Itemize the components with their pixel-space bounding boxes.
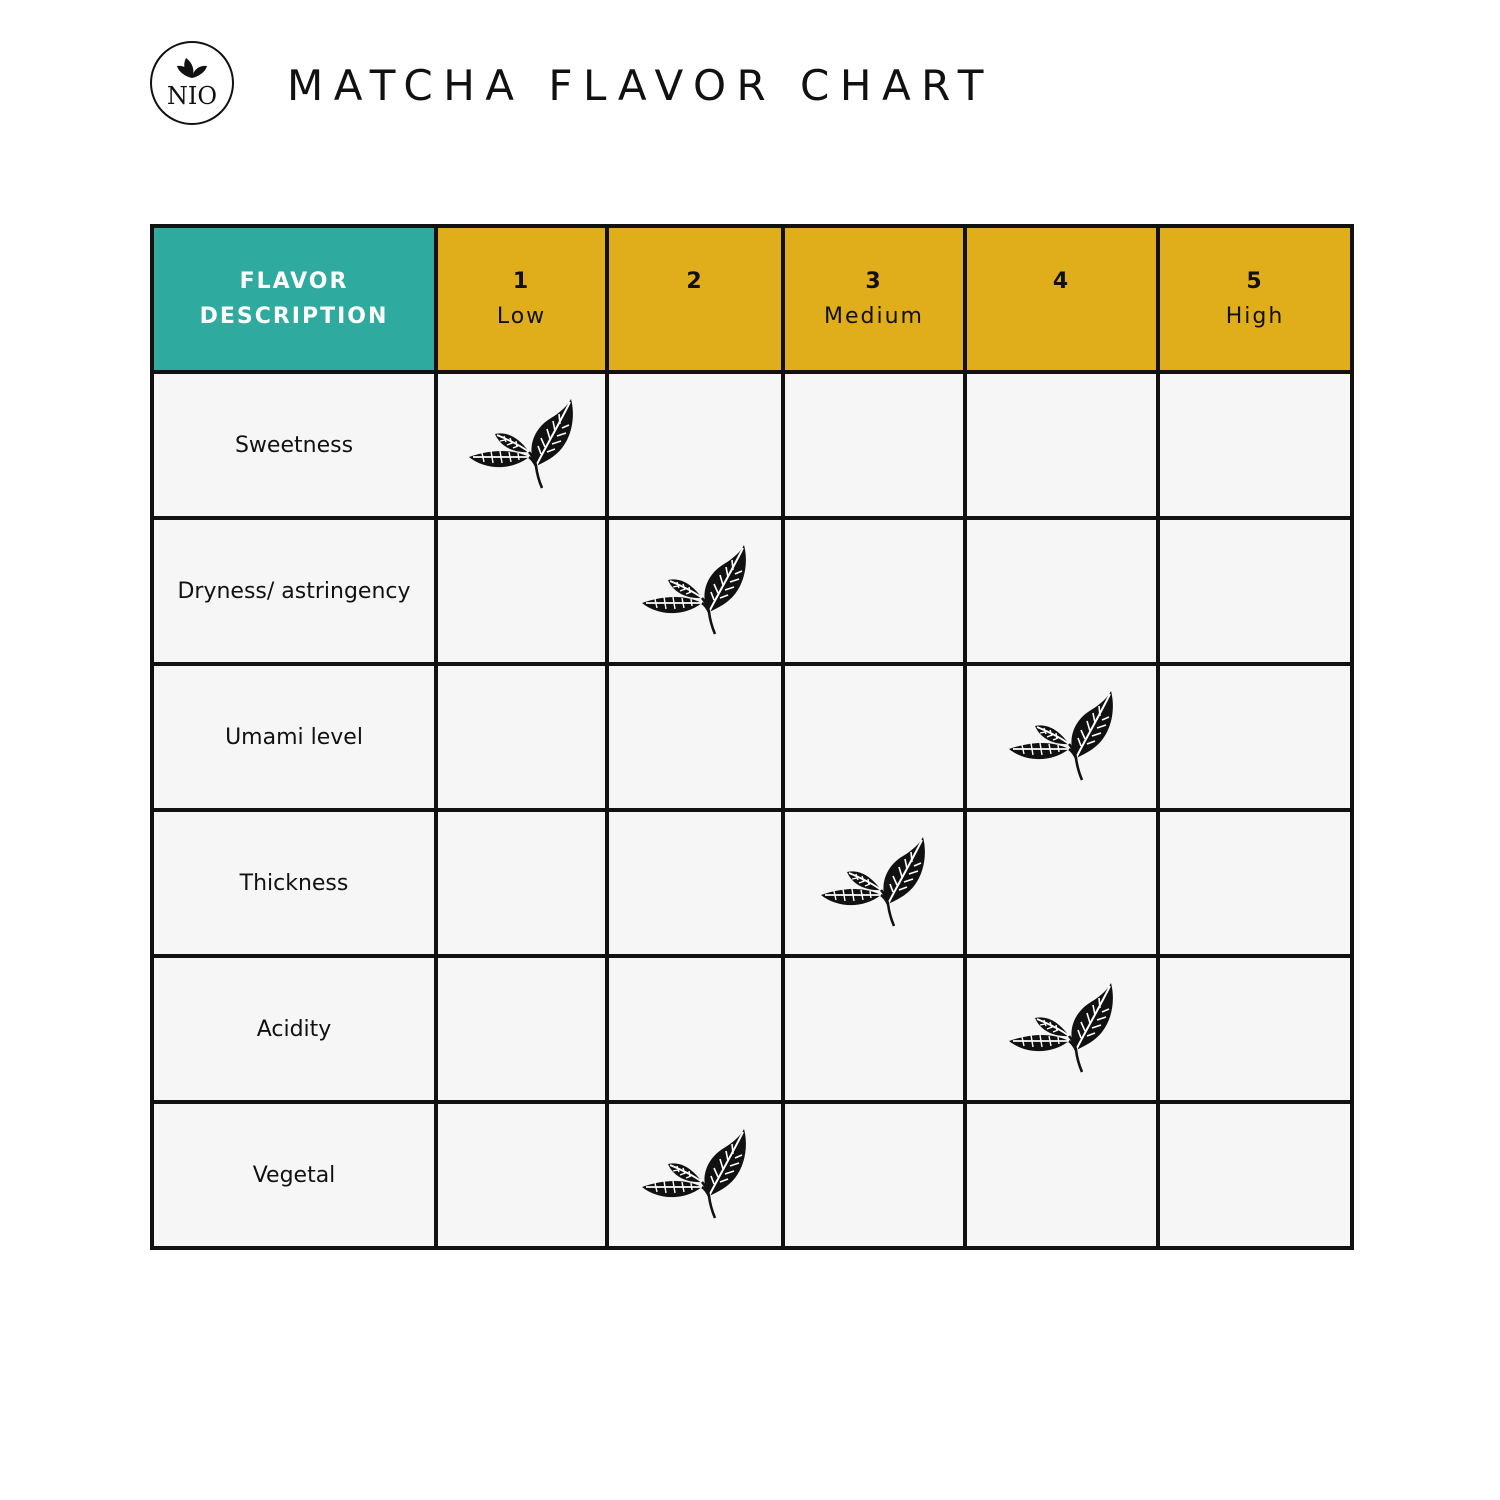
level-cell [436,1102,607,1248]
tea-leaf-marker [1007,980,1117,1074]
level-number: 5 [1246,269,1264,294]
level-cell [436,518,607,664]
level-label: Low [496,304,547,329]
level-number: 1 [512,269,531,294]
tea-leaf-icon [819,834,929,928]
level-cell [436,956,607,1102]
level-cell [965,518,1158,664]
flavor-row [152,518,1352,664]
level-label [609,299,781,334]
tea-leaf-marker [467,396,577,490]
level-cell [1158,372,1352,518]
level-cell [1158,664,1352,810]
flavor-name: Acidity [152,956,436,1102]
level-cell [1158,518,1352,664]
flavor-chart-table [150,224,1354,1250]
level-cell [607,664,783,810]
tea-leaf-marker [1007,688,1117,782]
level-cell [1158,810,1352,956]
logo-text: NIO [166,82,218,110]
level-label: Medium [824,304,924,329]
level-cell [783,956,965,1102]
tea-leaf-icon [640,542,750,636]
logo-mark [149,40,235,126]
level-cell [965,1102,1158,1248]
tea-leaf-marker [819,834,929,928]
level-cell [783,372,965,518]
level-cell [607,956,783,1102]
flavor-row [152,372,1352,518]
tea-leaf-icon [640,1126,750,1220]
level-cell [965,810,1158,956]
tea-leaf-icon [1007,688,1117,782]
level-cell-marked [607,1102,783,1248]
level-cell [783,518,965,664]
tea-leaf-marker [640,1126,750,1220]
level-header-5 [1158,226,1352,372]
tea-leaf-icon [1007,980,1117,1074]
level-cell [965,372,1158,518]
level-cell-marked [607,518,783,664]
level-number: 3 [865,269,883,294]
header-row [152,226,1352,372]
level-number: 2 [686,269,704,294]
level-cell [783,1102,965,1248]
level-cell [783,664,965,810]
page-title: MATCHA FLAVOR CHART [287,61,994,110]
level-cell [436,810,607,956]
header-description-line: DESCRIPTION [199,304,389,329]
level-cell-marked [783,810,965,956]
level-cell-marked [965,664,1158,810]
level-cell-marked [436,372,607,518]
flavor-name: Dryness/ astringency [152,518,436,664]
level-cell [607,372,783,518]
level-header-4 [965,226,1158,372]
flavor-name: Umami level [152,664,436,810]
flavor-name: Sweetness [152,372,436,518]
level-header-2 [607,226,783,372]
level-cell [1158,1102,1352,1248]
flavor-row [152,664,1352,810]
level-number: 4 [1052,269,1071,294]
tea-leaf-marker [640,542,750,636]
tea-leaf-icon [467,396,577,490]
flavor-row [152,1102,1352,1248]
level-cell [607,810,783,956]
level-cell-marked [965,956,1158,1102]
brand-logo [149,40,235,126]
flavor-row [152,810,1352,956]
level-header-1 [436,226,607,372]
level-cell [436,664,607,810]
level-label: High [1225,304,1285,329]
flavor-rows [152,372,1352,1248]
flavor-name: Thickness [152,810,436,956]
flavor-row [152,956,1352,1102]
flavor-name: Vegetal [152,1102,436,1248]
level-cell [1158,956,1352,1102]
level-header-3 [783,226,965,372]
flavor-description-header [152,226,436,372]
level-label [967,299,1156,334]
header-description-line: FLAVOR [239,269,349,294]
